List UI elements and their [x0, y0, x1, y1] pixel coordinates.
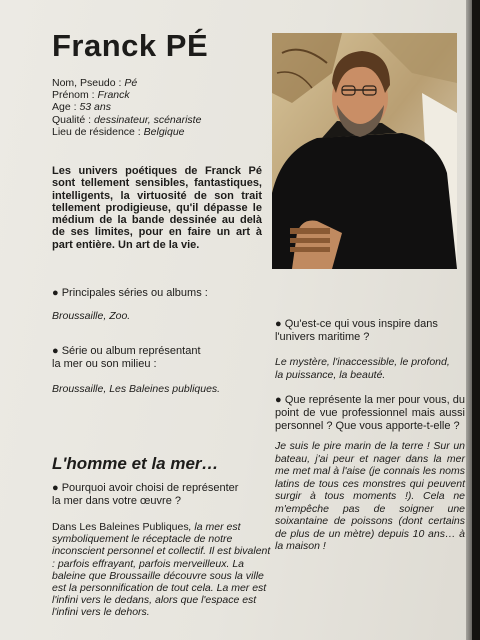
info-line — [52, 126, 201, 138]
panel-edge-shadow — [466, 0, 480, 640]
answer-series: Broussaille, Zoo. — [52, 310, 131, 322]
info-value: 53 ans — [79, 101, 111, 114]
answer-lead: Dans Les Baleines Publiques — [52, 521, 189, 533]
portrait-illustration — [272, 33, 457, 269]
info-label: Nom, Pseudo : — [52, 77, 125, 89]
question-why-sea: ● Pourquoi avoir choisi de représenter la mer dans votre œuvre ? — [52, 482, 239, 507]
answer-sea-meaning: Je suis le pire marin de la terre ! Sur un bateau, j'ai peur et nager dans la mer me met mal à l'aise (je connais les noms latins de tous ces monstres qui peuvent surgir à tous moments !). Cela ne m'empêche pas de soigner une soixantaine de poissons (dont certains de plus de un mètre) depuis 10 ans… à la maison ! — [275, 440, 465, 552]
info-label: Age : — [52, 101, 80, 114]
question-inspiration: ● Qu'est-ce qui vous inspire dans l'univers maritime ? — [275, 318, 438, 343]
answer-sea-album: Broussaille, Les Baleines publiques. — [52, 383, 221, 395]
info-value: dessinateur, scénariste — [94, 113, 202, 126]
info-label: Prénom : — [52, 89, 98, 102]
info-label: Lieu de résidence : — [52, 125, 144, 138]
info-block — [52, 77, 201, 138]
info-line — [52, 101, 201, 113]
question-sea-meaning: ● Que représente la mer pour vous, du point de vue professionnel mais aussi personnel ? Que vous apporte-t-elle ? — [275, 394, 465, 432]
info-line — [52, 77, 201, 89]
answer-inspiration: Le mystère, l'inaccessible, le profond, la puissance, la beauté. — [275, 356, 450, 381]
intro-paragraph: Les univers poétiques de Franck Pé sont tellement sensibles, fantastiques, intelligents, la virtuosité de son trait tellement prodigieuse, qu'il dépasse le médium de la bande dessinée au delà de ses limites, pour en faire un art à part entière. Un art de la vie. — [52, 165, 262, 251]
question-series: ● Principales séries ou albums : — [52, 287, 208, 299]
info-line — [52, 89, 201, 101]
info-line — [52, 114, 201, 126]
section-heading: L'homme et la mer… — [52, 454, 219, 473]
info-value: Belgique — [143, 125, 185, 138]
page-title: Franck PÉ — [52, 28, 209, 63]
portrait-photo — [272, 33, 457, 269]
question-sea-album: ● Série ou album représentant la mer ou son milieu : — [52, 345, 201, 370]
info-value: Franck — [97, 89, 130, 102]
info-value: Pé — [124, 77, 138, 89]
info-label: Qualité : — [52, 113, 95, 126]
answer-body: , la mer est symboliquement le réceptacle de notre inconscient personnel et collectif. Il est bivalent : parfois effrayant, parfois merveilleux. La baleine que Broussaille découvre sous la ville est la personnification de tout cela. La mer est l'infini vers le dedans, alors que l'espace est l'infini vers le dehors. — [52, 521, 271, 619]
answer-why-sea — [52, 521, 274, 619]
